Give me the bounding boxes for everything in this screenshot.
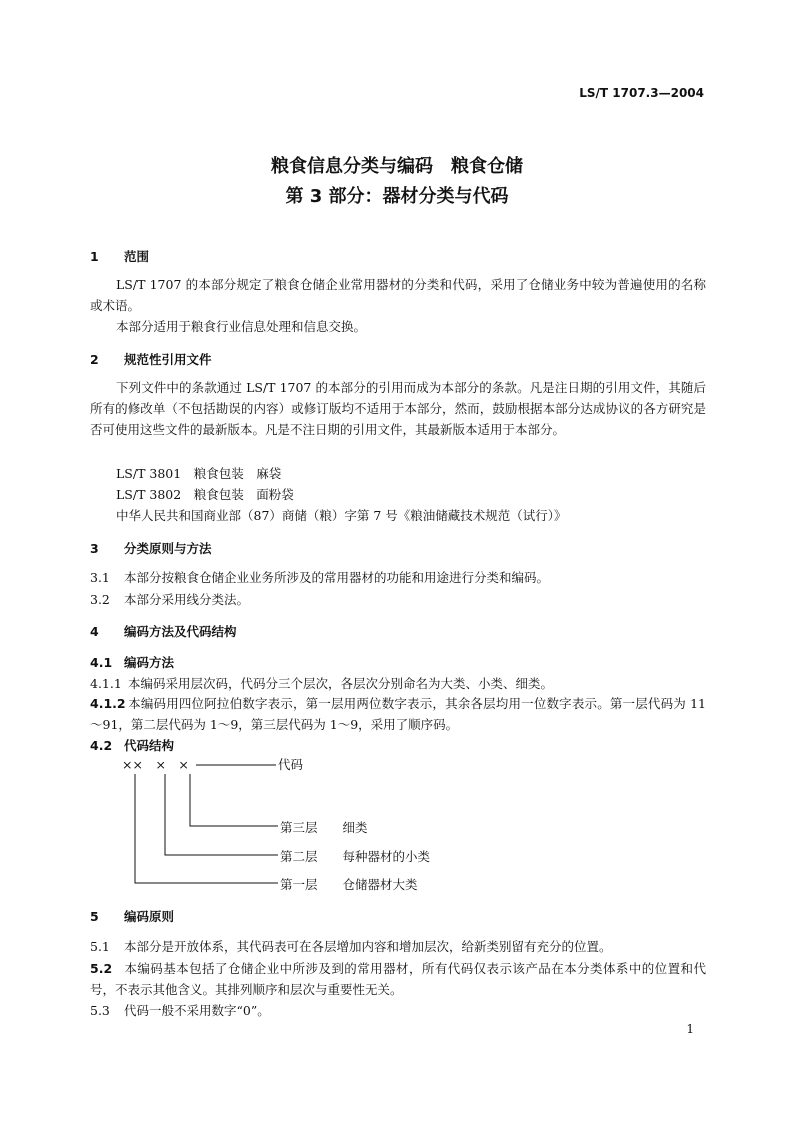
clause-4-1-1 (90, 674, 553, 692)
clause-text: 本编码基本包括了仓储企业中所涉及到的常用器材，所有代码仅表示该产品在本分类体系中的位置和代号，不表示其他含义。其排列顺序和层次与重要性无关。 (90, 961, 706, 997)
subsection-4-2-heading (90, 736, 174, 754)
subsection-title: 编码方法 (124, 655, 175, 670)
title-line-2: 第 3 部分：器材分类与代码 (285, 186, 509, 207)
section-title: 编码方法及代码结构 (124, 624, 237, 639)
page-number: 1 (686, 1022, 694, 1036)
level-3-label: 第三层 细类 (280, 820, 368, 835)
reference-item: LS/T 3802 粮食包装 面粉袋 (116, 487, 294, 502)
clause-5-1 (90, 937, 612, 955)
clause-text: 代码一般不采用数字“0”。 (124, 1003, 270, 1018)
section-number: 3 (90, 541, 99, 556)
section-number: 4 (90, 624, 99, 639)
clause-5-2 (90, 958, 706, 1000)
clause-text: 本编码采用层次码，代码分三个层次，各层次分别命名为大类、小类、细类。 (128, 676, 554, 691)
clause-text: 本编码用四位阿拉伯数字表示，第一层用两位数字表示，其余各层均用一位数字表示。第一层代码为 11～91，第二层代码为 1～9，第三层代码为 1～9，采用了顺序码。 (90, 696, 706, 732)
clause-5-3 (90, 1001, 270, 1019)
section-title: 分类原则与方法 (124, 541, 212, 556)
section-1-paragraph-1: LS/T 1707 的本部分规定了粮食仓储企业常用器材的分类和代码，采用了仓储业务中较为普遍使用的名称或术语。 (90, 277, 706, 313)
clause-4-1-2 (90, 693, 706, 735)
clause-number: 5.2 (90, 961, 113, 976)
subsection-number: 4.1 (90, 655, 113, 670)
level-2-label: 第二层 每种器材的小类 (280, 849, 431, 864)
section-1-heading (90, 247, 149, 265)
section-4-heading (90, 622, 237, 640)
subsection-number: 4.2 (90, 738, 113, 753)
level-1-label: 第一层 仓储器材大类 (280, 877, 418, 892)
reference-item: LS/T 3801 粮食包装 麻袋 (116, 466, 282, 481)
reference-item: 中华人民共和国商业部（87）商储（粮）字第 7 号《粮油储藏技术规范（试行）》 (116, 508, 567, 523)
level-1-connector (135, 774, 278, 883)
section-title: 编码原则 (124, 909, 175, 924)
clause-number: 4.1.2 (90, 696, 126, 711)
subsection-4-1-heading (90, 653, 174, 671)
clause-number: 3.2 (90, 592, 110, 607)
clause-text: 本部分是开放体系，其代码表可在各层增加内容和增加层次，给新类别留有充分的位置。 (124, 939, 612, 954)
clause-number: 3.1 (90, 570, 110, 585)
clause-3-2 (90, 590, 249, 608)
level-3-connector (190, 774, 278, 826)
code-symbols: ×× × × (122, 757, 189, 772)
clause-number: 4.1.1 (90, 676, 122, 691)
section-number: 5 (90, 909, 99, 924)
clause-number: 5.3 (90, 1003, 110, 1018)
clause-text: 本部分按粮食仓储企业业务所涉及的常用器材的功能和用途进行分类和编码。 (124, 570, 550, 585)
section-5-heading (90, 907, 174, 925)
section-2-paragraph: 下列文件中的条款通过 LS/T 1707 的本部分的引用而成为本部分的条款。凡是注日期的引用文件，其随后所有的修改单（不包括勘误的内容）或修订版均不适用于本部分，然而，鼓励根据本部分达成协议的各方研究是否可使用这些文件的最新版本。凡是不注日期的引用文件，其最新版本适用于本部分。 (90, 380, 706, 437)
clause-number: 5.1 (90, 939, 110, 954)
section-2-heading (90, 350, 212, 368)
section-title: 范围 (124, 249, 150, 264)
title-line-1: 粮食信息分类与编码 粮食仓储 (271, 156, 523, 177)
section-number: 2 (90, 352, 99, 367)
subsection-title: 代码结构 (124, 738, 175, 753)
section-title: 规范性引用文件 (124, 352, 212, 367)
level-2-connector (165, 774, 278, 855)
code-label: 代码 (278, 757, 304, 772)
clause-text: 本部分采用线分类法。 (124, 592, 250, 607)
document-number: LS/T 1707.3—2004 (579, 86, 704, 100)
section-1-paragraph-2: 本部分适用于粮食行业信息处理和信息交换。 (116, 319, 367, 334)
section-number: 1 (90, 249, 99, 264)
code-structure-diagram (110, 754, 470, 899)
clause-3-1 (90, 568, 549, 586)
section-3-heading (90, 539, 212, 557)
